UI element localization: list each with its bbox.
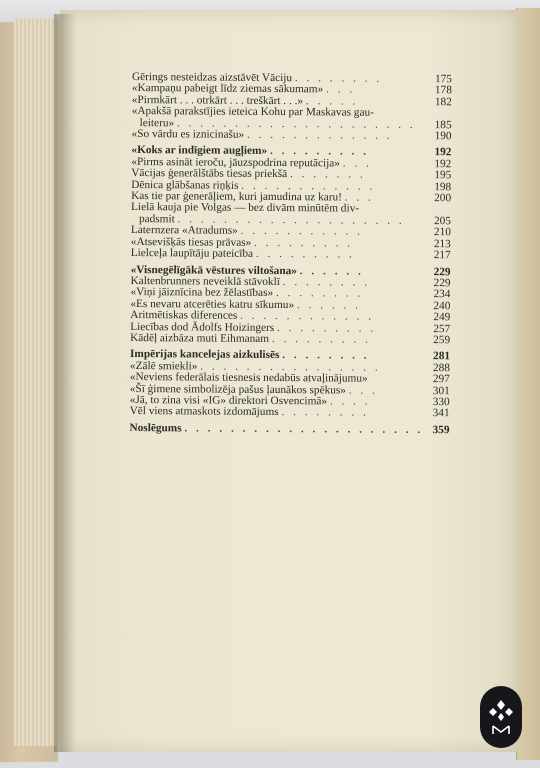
toc-page-number: 195 [434,169,452,182]
toc-leader-dots: . . . . . . . . . . . . . . . . [200,360,381,374]
toc-entry-title: Kas tie par ģenerāļiem, kuri jamudina uz karu! [131,190,342,204]
toc-entry-title: «Apakšā parakstījies ieteica Kohu par Maskavas gau- [131,105,374,119]
toc-entry-title: Dēnica glābšanas riņķis [131,178,239,192]
toc-leader-dots: . . . . . . . . . [277,321,377,335]
toc-page-number: 240 [433,299,451,312]
toc-leader-dots: . . . . . . . . [281,406,369,420]
toc-entry [130,406,450,420]
toc-page-number: 217 [433,249,451,262]
book-cover-right [516,8,540,760]
toc-entry-title: «Viņi jāiznīcina bez žēlastības» [130,286,274,300]
toc-page-number: 341 [432,407,450,420]
watermark-badge [480,686,522,748]
toc-leader-dots: . . . . . . . . . . . . . . . . . . . . . [184,422,424,436]
toc-leader-dots: . . . . . . . . . . . . [240,309,375,323]
toc-page-number: 198 [434,180,452,193]
toc-leader-dots: . . . . . [305,95,359,108]
toc-entry-title: Gērings nesteidzas aizstāvēt Vāciju [131,71,293,85]
toc-leader-dots: . . . . . . . . [294,72,383,85]
toc-entry-title: padsmit [138,212,175,226]
toc-entry-title: «Atsevišķās tiesas prāvas» [130,235,252,249]
toc-leader-dots: . . . . . . . [289,168,366,181]
toc-page-number: 182 [434,95,452,109]
toc-entry-title: «So vārdu es iznicinašu» [131,128,245,141]
toc-entry-title: Impērijas kancelejas aizkulisēs [129,348,280,362]
toc-entry-title: Aritmētiskas diferences [130,309,238,322]
toc-entry-title: «Jā, to zina visi «IG» direktori Osvencimā» [129,393,328,408]
toc-leader-dots: . . . . . . . . [282,275,371,289]
toc-leader-dots: . . . . . . . . . [271,332,371,346]
toc-entry-title: leiteru» [139,116,175,129]
toc-entry-title: Lielā kauja pie Volgas — bez divām minūtēm div- [131,201,360,216]
toc-leader-dots: . . . . . . . . . . . . . . . . . . . . [177,213,405,227]
toc-entry-title: «Visnegēlīgākā vēstures viltošana» [130,263,297,277]
toc-entry-title: «Šī ģimene simbolizēja pašus ļaunākos spēkus» [129,382,347,397]
toc-page-number: 190 [434,130,452,143]
toc-entry-title: Kādēļ aizbāza muti Eihmanam [130,331,270,345]
toc-entry [132,129,452,143]
toc-entry-title: Lielceļa laupītāju pateicība [130,247,254,260]
toc-entry-title: «Pirms asināt ieroču, jāuzspodrina reputācija» [131,155,341,170]
toc-entry-title: Noslēgums [129,421,182,435]
toc-page-number: 257 [433,322,451,335]
toc-leader-dots: . . . . [329,395,371,408]
toc-page-number: 301 [432,384,450,397]
toc-page-number: 185 [434,118,452,131]
toc-leader-dots: . . . [326,83,356,96]
toc-leader-dots: . . . [342,157,372,170]
toc-page-number: 330 [432,396,450,409]
toc-leader-dots: . . . [348,384,378,397]
toc-entry-title: «Zālē smiekli» [129,359,198,373]
toc-page-number: 210 [433,226,451,239]
toc-page-number: 192 [434,146,452,159]
toc-leader-dots: . . . . . . . . [275,287,364,300]
toc-entry-title: Vācijas ģenerālštābs tiesas priekšā [131,167,288,181]
spine-shadow [54,14,76,752]
toc-page-number: 192 [434,157,452,171]
diamond-crest-icon [480,686,522,748]
toc-entry [129,423,449,437]
toc-page-number: 234 [433,288,451,301]
toc-page-number: 200 [434,192,452,205]
toc-leader-dots: . . . . . . . . . . . . . . . . . . . . . [176,116,416,131]
toc-leader-dots: . . . . . . . . . . . . . [246,128,393,142]
toc-entry [130,333,450,347]
toc-page-number: 213 [433,237,451,250]
toc-page-number: 288 [432,361,450,374]
toc-entry [131,248,451,262]
toc-entry-title: «Kampaņu pabeigt līdz ziemas sākumam» [131,82,324,96]
toc-entry-title: «Pirmkārt . . . otrkārt . . . treškārt . . .» [131,93,304,108]
toc-leader-dots: . . . . . . . . . . . . [241,179,376,193]
toc-page-number: 205 [433,214,452,228]
toc-entry-title: «Koks ar indīgiem augļiem» [131,144,268,158]
table-of-contents [129,72,452,436]
toc-leader-dots: . . . . . . . . [282,349,370,363]
toc-leader-dots: . . . . . . . . . [254,236,354,250]
toc-leader-dots: . . . . . . [296,298,362,312]
toc-leader-dots: . . . . . . [299,264,364,278]
toc-leader-dots: . . . [344,191,374,204]
toc-page-number: 297 [432,373,450,386]
toc-page-number: 249 [433,311,451,324]
toc-entry-title: Laternzera «Atradums» [130,224,238,238]
toc-page-number: 178 [434,84,452,97]
toc-page-number: 281 [433,350,451,363]
toc-page-number: 175 [434,73,452,86]
toc-page-number: 359 [432,423,450,437]
toc-entry-title: Kaltenbrunners neveiklā stāvoklī [130,274,280,288]
toc-entry-title: Liecības dod Ādolfs Hoizingers [130,320,275,334]
toc-leader-dots: . . . . . . . . . [255,247,355,261]
toc-page-number: 229 [433,265,451,278]
toc-entry-title: Vēl viens atmaskots izdomājums [129,405,279,419]
toc-entry-title: «Es nevaru atcerēties katru sīkumu» [130,297,295,311]
toc-page-number: 229 [433,277,451,290]
toc-leader-dots: . . . . . . . . . [269,145,370,159]
toc-entry-title: «Neviens federālais tiesnesis nedabūs atvaļinājumu» [129,371,368,385]
toc-leader-dots: . . . . . . . . . . . [240,225,364,238]
toc-page-number: 259 [433,334,451,347]
